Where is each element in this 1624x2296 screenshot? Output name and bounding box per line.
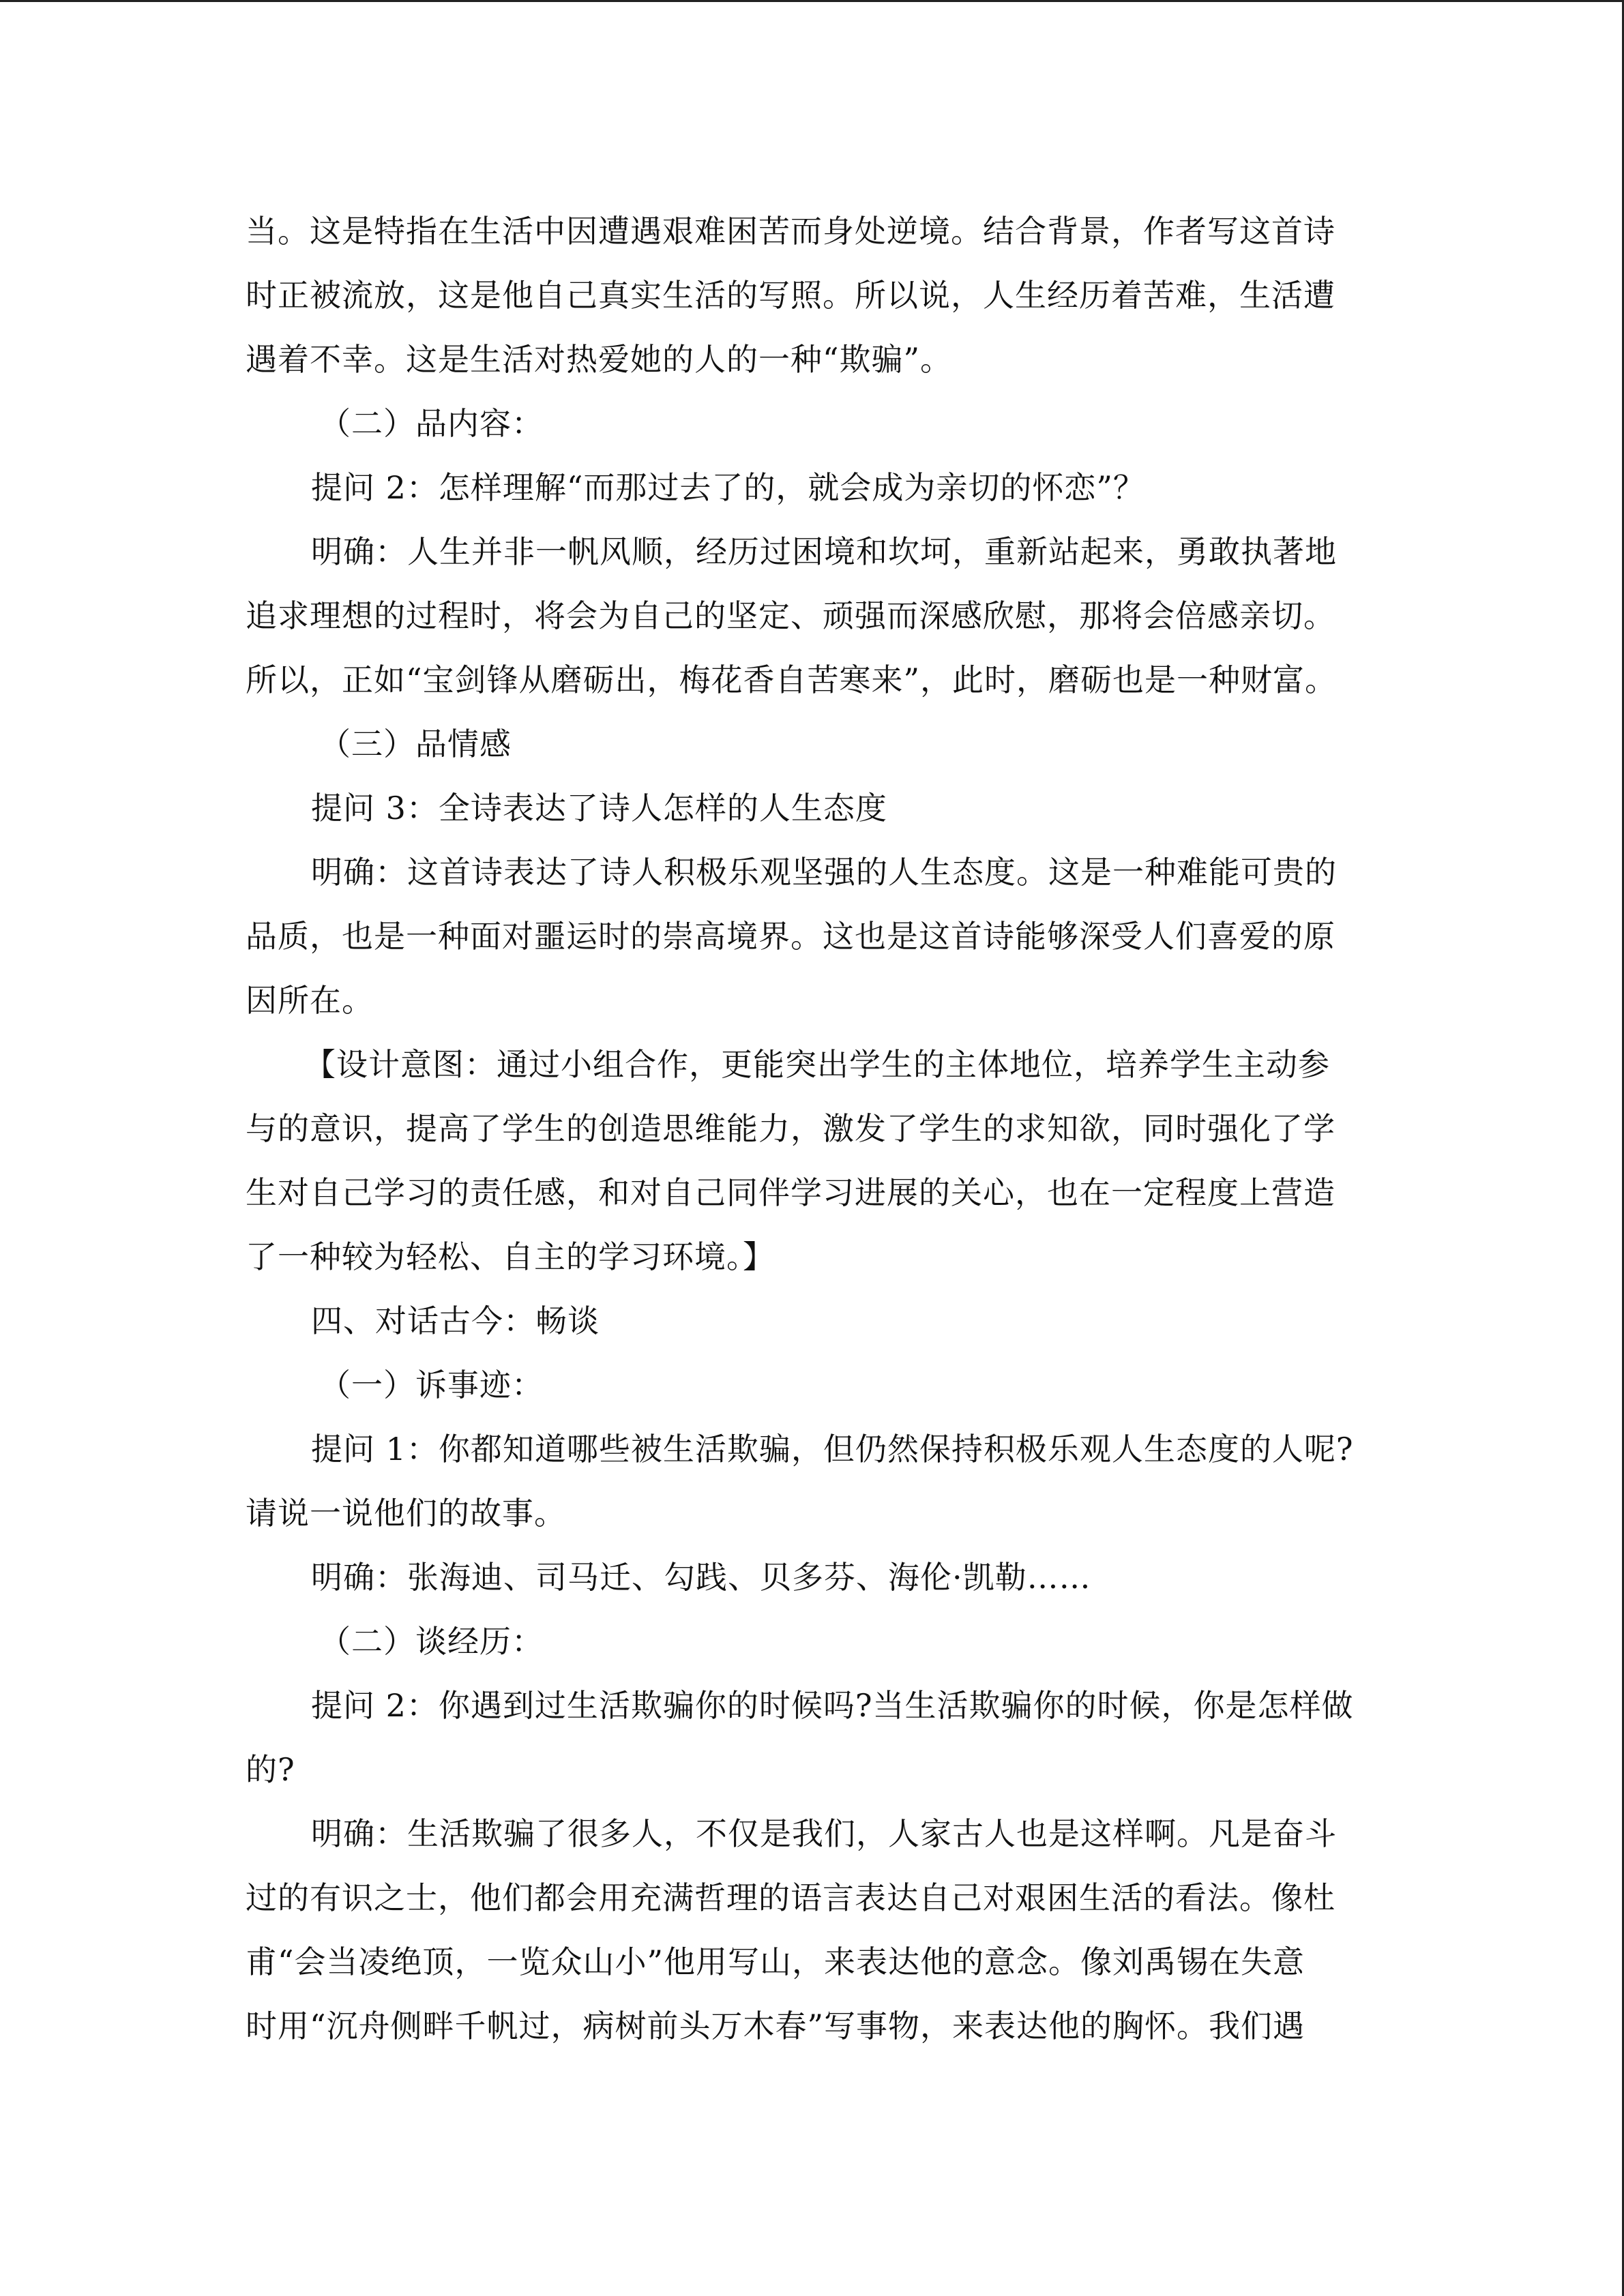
section-heading: 四、对话古今：畅谈 (311, 1302, 600, 1339)
paragraph-line: 遇着不幸。这是生活对热爱她的人的一种“欺骗”。 (246, 341, 953, 378)
paragraph-line: 了一种较为轻松、自主的学习环境。】 (246, 1238, 775, 1275)
answer-line: 明确：人生并非一帆风顺，经历过困境和坎坷，重新站起来，勇敢执著地 (311, 533, 1337, 570)
paragraph-line: 追求理想的过程时，将会为自己的坚定、顽强而深感欣慰，那将会倍感亲切。 (246, 597, 1335, 634)
section-heading: （二）品内容： (319, 405, 544, 442)
paragraph-line: 生对自己学习的责任感，和对自己同伴学习进展的关心，也在一定程度上营造 (246, 1174, 1335, 1211)
answer-line: 明确：生活欺骗了很多人，不仅是我们，人家古人也是这样啊。凡是奋斗 (311, 1815, 1337, 1852)
paragraph-line: 所以，正如“宝剑锋从磨砺出，梅花香自苦寒来”，此时，磨砺也是一种财富。 (246, 661, 1338, 698)
answer-line: 明确：张海迪、司马迁、勾践、贝多芬、海伦·凯勒…… (311, 1559, 1091, 1596)
paragraph-line: 的? (246, 1751, 295, 1788)
paragraph-line: 请说一说他们的故事。 (246, 1495, 566, 1532)
document-body (246, 199, 1364, 2058)
question-line: 提问 2：你遇到过生活欺骗你的时候吗?当生活欺骗你的时候，你是怎样做 (311, 1687, 1354, 1724)
question-line: 提问 2：怎样理解“而那过去了的，就会成为亲切的怀恋”？ (311, 469, 1145, 506)
paragraph-line: 甫“会当凌绝顶，一览众山小”他用写山，来表达他的意念。像刘禹锡在失意 (246, 1943, 1305, 1980)
paragraph-line: 品质，也是一种面对噩运时的崇高境界。这也是这首诗能够深受人们喜爱的原 (246, 918, 1335, 955)
paragraph-line: 时正被流放，这是他自己真实生活的写照。所以说，人生经历着苦难，生活遭 (246, 277, 1335, 314)
subsection-heading: （二）谈经历： (319, 1623, 544, 1660)
design-intent-line: 【设计意图：通过小组合作，更能突出学生的主体地位，培养学生主动参 (304, 1046, 1330, 1083)
section-heading: （三）品情感 (319, 726, 512, 762)
subsection-heading: （一）诉事迹： (319, 1367, 544, 1403)
paragraph-line: 因所在。 (246, 982, 374, 1019)
paragraph-line: 过的有识之士，他们都会用充满哲理的语言表达自己对艰困生活的看法。像杜 (246, 1879, 1335, 1916)
page-top-border (0, 0, 1624, 2)
paragraph-line: 时用“沉舟侧畔千帆过，病树前头万木春”写事物，来表达他的胸怀。我们遇 (246, 2008, 1305, 2044)
paragraph-line: 当。这是特指在生活中因遭遇艰难困苦而身处逆境。结合背景，作者写这首诗 (246, 213, 1335, 250)
paragraph-line: 与的意识，提高了学生的创造思维能力，激发了学生的求知欲，同时强化了学 (246, 1110, 1335, 1147)
answer-line: 明确：这首诗表达了诗人积极乐观坚强的人生态度。这是一种难能可贵的 (311, 854, 1337, 891)
question-line: 提问 1：你都知道哪些被生活欺骗，但仍然保持积极乐观人生态度的人呢? (311, 1431, 1354, 1467)
question-line: 提问 3：全诗表达了诗人怎样的人生态度 (311, 790, 887, 826)
